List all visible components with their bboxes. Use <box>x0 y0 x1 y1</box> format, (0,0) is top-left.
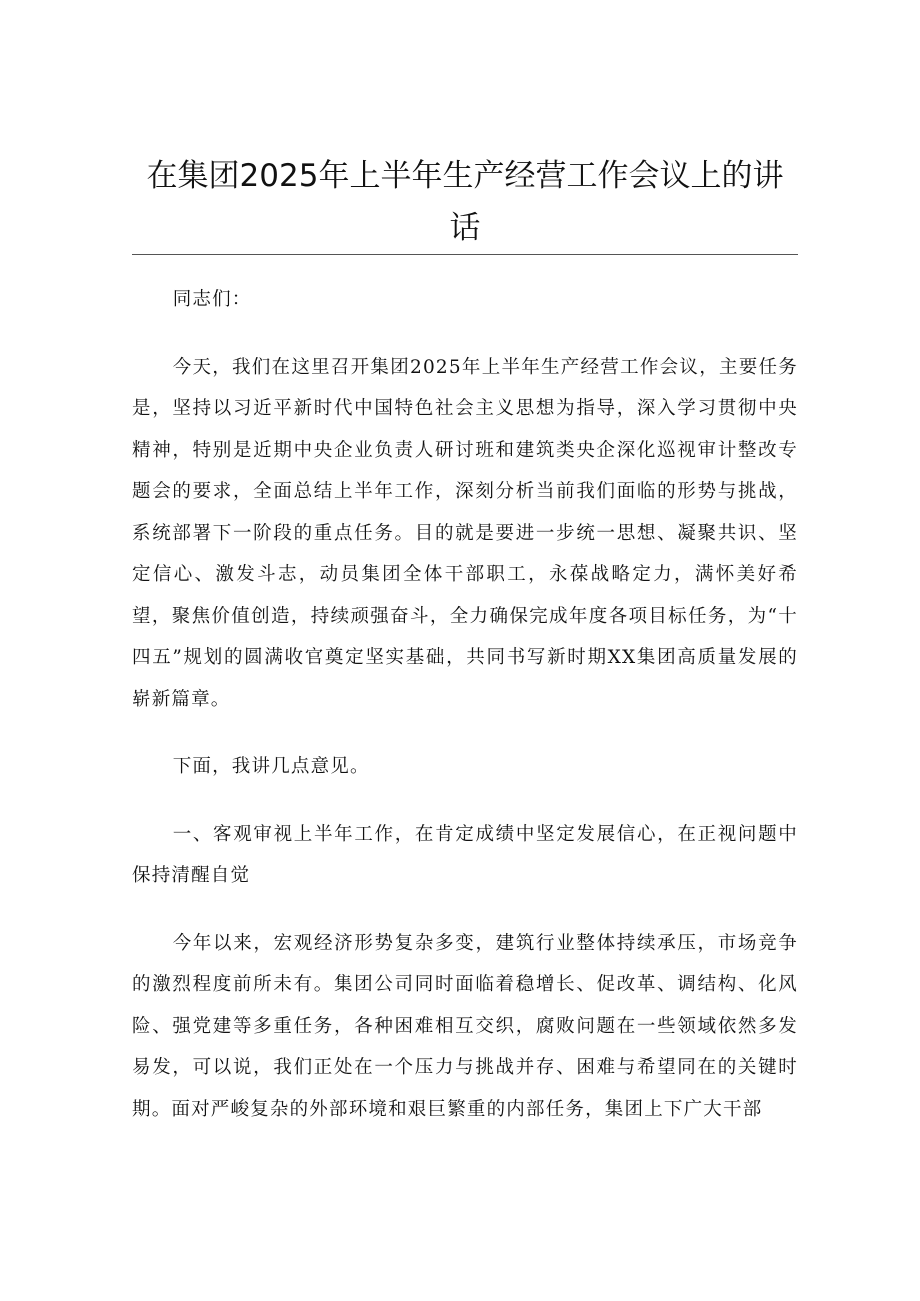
paragraph-section-1: 今年以来，宏观经济形势复杂多变，建筑行业整体持续承压，市场竞争的激烈程度前所未有。集团公司同时面临着稳增长、促改革、调结构、化风险、强党建等多重任务，各种困难相互交织，腐败问题在一些领域依然多发易发，可以说，我们正处在一个压力与挑战并存、困难与希望同在的关键时期。面对严峻复杂的外部环境和艰巨繁重的内部任务，集团上下广大干部 <box>132 932 798 1120</box>
document-body <box>132 279 798 1156</box>
title-divider <box>132 254 798 255</box>
paragraph-transition: 下面，我讲几点意见。 <box>172 756 370 777</box>
salutation: 同志们： <box>172 289 252 310</box>
section-heading-1: 一、客观审视上半年工作，在肯定成绩中坚定发展信心，在正视问题中保持清醒自觉 <box>132 823 798 886</box>
paragraph-opening: 今天，我们在这里召开集团2025年上半年生产经营工作会议，主要任务是，坚持以习近平新时代中国特色社会主义思想为指导，深入学习贯彻中央精神，特别是近期中央企业负责人研讨班和建筑类央企深化巡视审计整改专题会的要求，全面总结上半年工作，深刻分析当前我们面临的形势与挑战，系统部署下一阶段的重点任务。目的就是要进一步统一思想、凝聚共识、坚定信心、激发斗志，动员集团全体干部职工，永葆战略定力，满怀美好希望，聚焦价值创造，持续顽强奋斗，全力确保完成年度各项目标任务，为“十四五”规划的圆满收官奠定坚实基础，共同书写新时期XX集团高质量发展的崭新篇章。 <box>132 356 798 710</box>
title-block <box>132 150 798 254</box>
document-title: 在集团2025年上半年生产经营工作会议上的讲话 <box>146 158 784 246</box>
